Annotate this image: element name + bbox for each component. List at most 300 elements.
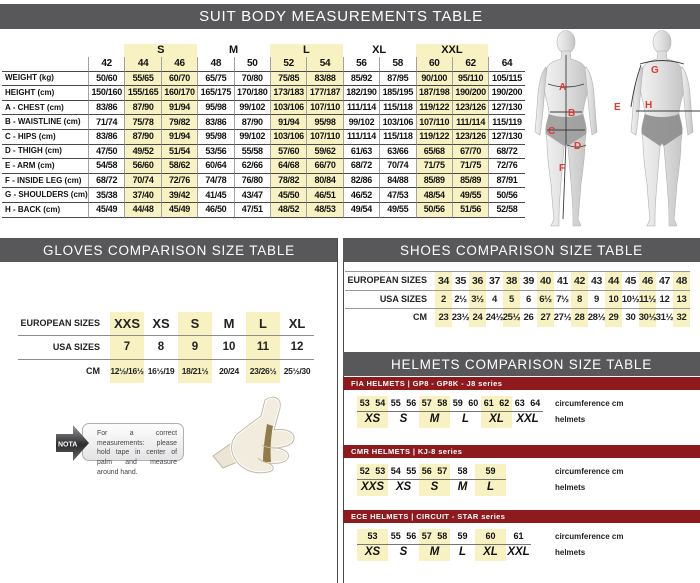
suit-row-label: G - SHOULDERS (cm) [2,187,88,202]
shoes-table-title: SHOES COMPARISON SIZE TABLE [400,242,643,258]
body-measurement-figures [528,30,700,232]
helmets-table-title-bar [343,352,700,376]
suit-col-header: 54 [306,57,342,71]
suit-cell: 65/68 [416,144,452,159]
helmet-section [343,445,700,496]
suit-cell: 155/165 [124,85,160,100]
gloves-cell: 8 [144,336,178,360]
suit-cell: 87/90 [124,129,160,144]
shoes-cell: 45 [622,271,639,291]
suit-cell: 85/89 [416,173,452,188]
helmet-circumference-value: 62 [499,398,510,408]
gloves-table-title: GLOVES COMPARISON SIZE TABLE [43,242,295,258]
helmet-size-group [357,396,388,428]
suit-cell: 83/88 [306,71,342,86]
helmet-size-groups [357,529,531,561]
helmet-series-bar: FIA HELMETS | GP8 - GP8K - J8 series [343,377,700,390]
helmet-circumference-numbers [357,464,388,479]
shoes-cell: 12 [656,291,673,310]
suit-cell: 165/175 [197,85,233,100]
suit-cell: 70/80 [234,71,270,86]
shoes-size-table [345,271,690,327]
helmet-circumference-numbers [388,464,419,479]
helmet-size-label: S [399,413,408,425]
suit-cell: 43/47 [234,187,270,202]
helmet-size-group [475,529,506,561]
suit-cell: 107/110 [306,129,342,144]
suit-cell: 46/52 [343,187,379,202]
shoes-cell: 36 [469,271,486,291]
suit-cell: 50/56 [416,202,452,218]
helmet-size-group [481,396,512,428]
shoes-cell: 28 [571,309,588,327]
suit-col-header: 44 [124,57,160,71]
shoes-row-label: USA SIZES [345,291,435,310]
suit-cell: 87/90 [234,114,270,129]
shoes-cell: 23 [435,309,452,327]
helmet-circumference-value: 57 [421,398,432,408]
figure-letter-E: E [614,102,621,113]
helmet-circumference-value: 64 [530,398,541,408]
suit-cell: 103/106 [270,129,306,144]
shoes-cell: 27 [537,309,554,327]
shoes-table-title-bar [343,238,700,262]
helmet-circumference-numbers [450,464,475,479]
helmet-circumference-value: 56 [421,466,432,476]
suit-col-header: 56 [343,57,379,71]
suit-cell: 177/187 [306,85,342,100]
helmet-circumference-value: 58 [457,466,468,476]
gloves-row-label: EUROPEAN SIZES [18,312,110,336]
helmet-size-row [357,464,700,496]
shoes-cell: 30½ [639,309,656,327]
suit-cell: 105/115 [488,71,524,86]
suit-cell: 74/78 [197,173,233,188]
suit-cell: 185/195 [379,85,415,100]
gloves-cell: XS [144,312,178,336]
helmet-size-label: M [457,481,468,493]
suit-cell: 115/118 [379,129,415,144]
gloves-cell: 18/21½ [178,360,212,383]
suit-row-label: C - HIPS (cm) [2,129,88,144]
suit-cell: 70/74 [379,158,415,173]
suit-size-group-label: XL [372,44,387,56]
circumference-unit-label: circumference cm [555,532,624,541]
suit-cell: 39/42 [161,187,197,202]
suit-cell: 64/68 [270,158,306,173]
shoes-cell: 31½ [655,312,674,323]
helmet-size-group [388,396,419,428]
suit-cell: 58/62 [161,158,197,173]
suit-cell: 187/198 [416,85,452,100]
helmet-circumference-numbers [357,396,388,411]
suit-cell: 55/58 [234,144,270,159]
gloves-row-label: CM [86,366,100,376]
suit-cell: 50/56 [488,187,524,202]
suit-cell: 111/114 [343,100,379,115]
helmet-size-groups [357,396,543,428]
suit-cell: 85/92 [343,71,379,86]
gloves-cell: 12½/16½ [110,360,144,383]
suit-cell: 47/53 [379,187,415,202]
helmet-size-group [388,464,419,496]
helmet-circumference-numbers [388,396,419,411]
suit-row-label: HEIGHT (cm) [2,85,88,100]
suit-row-label: H - BACK (cm) [2,202,88,218]
suit-cell: 87/95 [379,71,415,86]
suit-cell: 95/98 [197,100,233,115]
helmet-size-label: L [461,413,470,425]
helmet-circumference-value: 59 [485,466,496,476]
helmet-circumference-value: 58 [437,531,448,541]
suit-cell: 107/110 [416,114,452,129]
suit-row-label: F - INSIDE LEG (cm) [2,173,88,188]
shoes-cell: 24 [469,309,486,327]
shoes-cell: 10 [605,291,622,310]
suit-cell: 49/55 [452,187,488,202]
helmet-circumference-value: 55 [406,466,417,476]
suit-col-header: 52 [270,57,306,71]
shoes-row-label: CM [413,312,427,323]
suit-size-group-label: XXL [416,44,489,57]
figure-letter-G: G [651,65,659,76]
suit-size-group-label: L [270,44,343,57]
shoes-cell: 42 [571,271,588,291]
suit-cell: 150/160 [88,85,124,100]
suit-cell: 83/86 [88,129,124,144]
suit-cell: 50/60 [88,71,124,86]
shoes-cell: 5 [503,291,520,310]
helmet-circumference-value: 53 [375,466,386,476]
shoes-cell: 46 [639,271,656,291]
gloves-cell: XL [280,312,314,336]
shoes-cell: 29 [605,309,622,327]
suit-cell: 49/52 [124,144,160,159]
suit-cell: 75/85 [270,71,306,86]
suit-cell: 55/65 [124,71,160,86]
helmet-size-group [450,464,475,496]
suit-cell: 59/62 [306,144,342,159]
suit-cell: 190/200 [488,85,524,100]
helmet-circumference-numbers [512,396,543,411]
suit-cell: 127/130 [488,100,524,115]
helmet-circumference-numbers [481,396,512,411]
suit-cell: 79/82 [161,114,197,129]
suit-cell: 46/50 [197,202,233,218]
suit-cell: 68/72 [488,144,524,159]
shoes-cell: 2 [435,291,452,310]
suit-size-group-label: M [228,44,239,56]
suit-cell: 99/102 [343,114,379,129]
suit-cell: 47/51 [234,202,270,218]
helmet-size-group [506,529,531,561]
shoes-cell: 32 [673,309,690,327]
suit-cell: 82/86 [343,173,379,188]
shoes-cell: 13 [673,291,690,310]
suit-cell: 87/91 [488,173,524,188]
helmet-size-group [388,529,419,561]
helmet-circumference-value: 57 [421,531,432,541]
helmet-circumference-numbers [419,396,450,411]
helmet-size-group [419,396,450,428]
suit-cell: 91/94 [161,100,197,115]
helmet-circumference-value: 58 [437,398,448,408]
helmet-circumference-numbers [475,464,506,479]
gloves-cell: 16½/19 [147,366,175,377]
helmet-row-labels [555,529,623,561]
helmet-size-label: XXL [516,413,539,425]
suit-cell: 119/122 [416,129,452,144]
helmet-size-group [419,529,450,561]
helmet-size-label: L [486,481,495,493]
suit-cell: 71/75 [416,158,452,173]
shoes-cell: 30 [625,312,636,323]
helmet-size-group [475,464,506,496]
shoes-cell: 24½ [485,312,504,323]
shoes-cell: 9 [588,291,605,310]
helmet-circumference-value: 52 [359,466,370,476]
suit-cell: 53/56 [197,144,233,159]
helmet-circumference-numbers [388,529,419,544]
suit-cell: 72/76 [488,158,524,173]
helmet-circumference-value: 59 [457,531,468,541]
suit-cell: 103/106 [379,114,415,129]
shoes-cell: 35 [452,271,469,291]
suit-row-label: D - THIGH (cm) [2,144,88,159]
suit-cell: 99/102 [234,100,270,115]
shoes-cell: 44 [605,271,622,291]
suit-cell: 54/58 [88,158,124,173]
gloves-table-title-bar [0,238,338,262]
suit-cell: 56/60 [124,158,160,173]
suit-cell: 90/100 [416,71,452,86]
helmets-row-label: helmets [555,415,586,424]
helmet-circumference-numbers [450,396,481,411]
gloves-cell: 9 [178,336,212,360]
suit-cell: 115/118 [379,100,415,115]
shoes-cell: 4 [486,291,503,310]
suit-col-header: 62 [452,57,488,71]
gloves-size-table [18,312,314,383]
suit-cell: 61/63 [343,144,379,159]
suit-cell: 170/180 [234,85,270,100]
suit-cell: 51/56 [452,202,488,218]
helmet-size-row [357,529,700,561]
shoes-cell: 47 [656,271,673,291]
suit-cell: 85/89 [452,173,488,188]
suit-cell: 68/72 [88,173,124,188]
shoes-cell: 34 [435,271,452,291]
shoes-cell: 48 [673,271,690,291]
helmet-underline [357,544,531,545]
helmets-row-label: helmets [555,483,586,492]
helmet-section [343,510,700,561]
suit-row-label: A - CHEST (cm) [2,100,88,115]
suit-cell: 76/80 [234,173,270,188]
suit-cell: 80/84 [306,173,342,188]
suit-size-spacer [2,44,124,57]
helmet-circumference-value: 59 [452,398,463,408]
suit-cell: 62/66 [234,158,270,173]
suit-col-header: 60 [416,57,452,71]
helmet-size-groups [357,464,506,496]
suit-cell: 83/86 [197,114,233,129]
shoes-cell: 25½ [503,309,520,327]
figure-letter-B: B [568,108,576,119]
suit-cell: 35/38 [88,187,124,202]
section-divider-left [337,238,338,583]
gloves-cell: L [246,312,280,336]
suit-cell: 46/51 [306,187,342,202]
helmet-underline [357,479,506,480]
suit-cell: 48/53 [306,202,342,218]
helmet-circumference-value: 55 [390,398,401,408]
suit-cell: 48/54 [416,187,452,202]
suit-cell: 41/45 [197,187,233,202]
suit-cell: 51/54 [161,144,197,159]
helmet-size-group [357,464,388,496]
suit-cell: 48/52 [270,202,306,218]
suit-cell: 99/102 [234,129,270,144]
helmet-size-label: S [399,546,408,558]
suit-col-header-spacer [2,57,88,71]
suit-cell: 103/106 [270,100,306,115]
suit-cell: 49/55 [379,202,415,218]
helmet-circumference-value: 56 [406,398,417,408]
suit-cell: 52/58 [488,202,524,218]
helmet-row-labels [555,396,623,428]
suit-table-title: SUIT BODY MEASUREMENTS TABLE [199,8,483,25]
suit-cell: 72/76 [161,173,197,188]
shoes-cell: 28½ [587,312,606,323]
suit-col-header: 42 [88,57,124,71]
nota-arrow-icon [56,423,90,463]
helmet-circumference-value: 57 [437,466,448,476]
helmet-circumference-value: 61 [483,398,494,408]
helmet-size-label: XXL [507,546,530,558]
gloves-cell: 7 [110,336,144,360]
glove-thumbs-up-icon [205,394,305,474]
helmet-circumference-value: 53 [359,398,370,408]
suit-cell: 60/64 [197,158,233,173]
helmet-series-bar: CMR HELMETS | KJ-8 series [343,445,700,458]
suit-cell: 83/86 [88,100,124,115]
helmet-circumference-value: 54 [375,398,386,408]
shoes-cell: 40 [537,271,554,291]
figure-letter-A: A [559,82,567,93]
circumference-unit-label: circumference cm [555,399,624,408]
gloves-row-label: USA SIZES [18,336,110,360]
suit-cell: 173/183 [270,85,306,100]
suit-cell: 107/110 [306,100,342,115]
suit-col-header: 64 [488,57,524,71]
suit-size-group-label: S [124,44,197,57]
gloves-cell: 23/26½ [246,360,280,383]
helmet-circumference-value: 61 [513,531,524,541]
suit-cell: 111/114 [452,114,488,129]
helmet-size-label: XXS [360,481,384,493]
suit-cell: 60/70 [161,71,197,86]
helmet-size-group [450,529,475,561]
figure-letter-C: C [548,126,556,137]
suit-cell: 57/60 [270,144,306,159]
figure-letter-F: F [559,163,566,174]
helmet-circumference-numbers [357,529,388,544]
helmet-circumference-value: 56 [406,531,417,541]
helmet-size-group [512,396,543,428]
helmet-row-labels [555,464,623,496]
helmet-underline [357,411,543,412]
suit-cell: 37/40 [124,187,160,202]
shoes-cell: 23½ [451,312,470,323]
nota-label: NOTA [58,441,78,449]
helmet-size-label: S [430,481,439,493]
suit-cell: 182/190 [343,85,379,100]
helmets-row-label: helmets [555,548,586,557]
suit-cell: 70/74 [124,173,160,188]
suit-cell: 68/72 [343,158,379,173]
suit-cell: 111/114 [343,129,379,144]
shoes-cell: 26 [523,312,534,323]
suit-cell: 78/82 [270,173,306,188]
helmets-table-title: HELMETS COMPARISON SIZE TABLE [391,356,652,372]
helmet-size-group [419,464,450,496]
suit-cell: 45/49 [161,202,197,218]
gloves-cell: 10 [212,336,246,360]
suit-cell: 123/126 [452,129,488,144]
shoes-cell: 43 [588,271,605,291]
shoes-row-label: EUROPEAN SIZES [345,271,435,291]
suit-cell: 65/75 [197,71,233,86]
helmet-size-label: XS [364,546,381,558]
gloves-cell: 20/24 [219,366,239,377]
shoes-cell: 27½ [553,312,572,323]
suit-cell: 84/88 [379,173,415,188]
helmet-size-group [450,396,481,428]
suit-cell: 44/48 [124,202,160,218]
helmet-circumference-numbers [506,529,531,544]
suit-cell: 63/66 [379,144,415,159]
shoes-cell: 38 [503,271,520,291]
helmet-circumference-numbers [419,464,450,479]
helmet-circumference-value: 53 [367,531,378,541]
shoes-cell: 6 [520,291,537,310]
suit-cell: 127/130 [488,129,524,144]
suit-table-title-bar [0,4,700,29]
suit-row-label: WEIGHT (kg) [2,71,88,86]
helmet-circumference-value: 63 [514,398,525,408]
suit-cell: 119/122 [416,100,452,115]
shoes-cell: 6½ [537,291,554,310]
suit-cell: 160/170 [161,85,197,100]
suit-cell: 49/54 [343,202,379,218]
suit-cell: 47/50 [88,144,124,159]
suit-cell: 95/98 [197,129,233,144]
gloves-cell: 12 [280,336,314,360]
circumference-unit-label: circumference cm [555,467,624,476]
suit-col-header: 48 [197,57,233,71]
shoes-cell: 8 [571,291,588,310]
helmet-circumference-value: 60 [485,531,496,541]
helmet-size-row [357,396,700,428]
suit-cell: 67/70 [452,144,488,159]
suit-cell: 45/50 [270,187,306,202]
shoes-cell: 2½ [452,291,469,310]
helmet-circumference-value: 60 [468,398,479,408]
helmet-circumference-value: 54 [390,466,401,476]
suit-cell: 123/126 [452,100,488,115]
suit-cell: 45/49 [88,202,124,218]
